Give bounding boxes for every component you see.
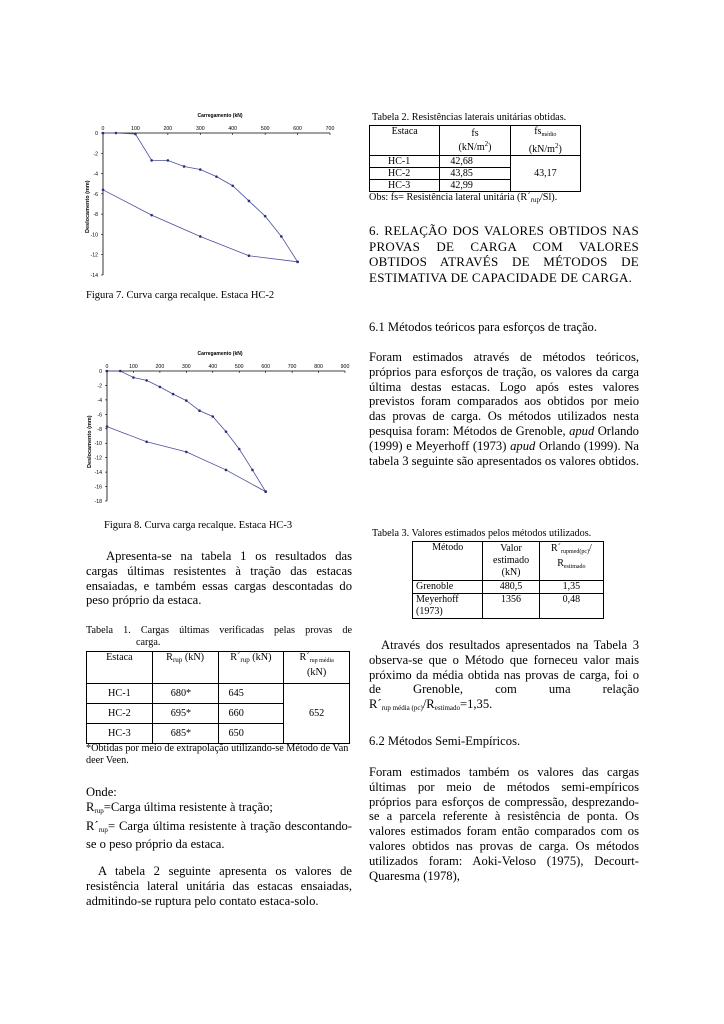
x-tick-label: 100 [131,126,140,132]
x-tick-label: 300 [195,126,205,132]
table3-cell: 0,48 [539,594,603,619]
data-point [264,490,267,493]
y-tick-label: -18 [94,499,102,505]
x-tick-label: 400 [208,364,218,370]
y-tick-label: -4 [97,397,102,404]
data-point [183,165,186,168]
table-row [87,684,350,704]
fig7-y-axis-label: Deslocamento (mm) [85,180,91,233]
y-tick-label: -2 [97,383,102,390]
y-tick-label: 0 [95,131,98,137]
section-6-1-heading: 6.1 Métodos teóricos para esforços de tração. [369,320,598,334]
data-point [238,448,241,451]
data-point [185,399,188,402]
data-point [264,215,267,218]
x-tick-label: 800 [314,364,323,370]
data-point [225,430,228,433]
y-tick-label: -8 [97,426,102,433]
table1-cell: 695* [152,704,218,724]
table1-header-row [87,652,350,684]
y-tick-label: -2 [93,151,98,158]
table3-cell: 1356 [483,594,539,619]
paragraph-6-2: Foram estimados também os valores das cargas últimas por meio de métodos semi-empíricos próprios para esforços de compressão, desprezando-se a parcela referente à resistência de ponta. Os valores estimados foram então comparados com os valores obtidos nas provas de carga. Os métodos utilizados foram: Aoki-Veloso (1975), Decourt-Quaresma (1978), [369,765,639,883]
series-line-2 [103,190,298,262]
data-point [225,469,228,472]
table2-header-fs: fs $(kN/m^2)$ [440,126,510,156]
table3-header-valor: Valor estimado (kN) [483,542,539,581]
table1-caption [86,625,352,649]
x-tick-label: 0 [105,364,109,370]
fig8-y-axis-label: Deslocamento (mm) [87,415,93,468]
x-tick-label: 700 [325,126,335,132]
table3-header-row [413,542,604,581]
table2-cell: 42,99 [440,180,510,192]
data-point [248,200,251,203]
data-point [251,469,254,472]
table2-cell: 43,85 [440,168,510,180]
table1-note: *Obtidas por meio de extrapolação utilizando-se Método de Van deer Veen. [86,743,349,766]
data-point [115,132,118,135]
onde-label: Onde: [86,785,117,799]
table1-merged-cell: 652 [284,684,350,744]
data-point [198,409,201,412]
x-tick-label: 200 [155,364,165,370]
paragraph-table3-discussion: Através dos resultados apresentados na Tabela 3 observa-se que o Método que forneceu valor mais próximo da média obtida nas provas de carga, foi o de Grenoble, com uma relação $R´_{rup média (pc)}/R_{estimado}=1,35$. [369,638,639,713]
table1-caption-line1: Tabela 1. Cargas últimas verificadas pelas provas de [86,625,352,636]
data-point [102,132,105,135]
table2-header-fs-medio: $fs_{médio}$ $(kN/m^2)$ [510,126,580,156]
section-6-2-heading: 6.2 Métodos Semi-Empíricos. [369,734,521,748]
fig8-caption: Figura 8. Curva carga recalque. Estaca HC-3 [104,520,293,531]
table1-cell: HC-2 [87,704,153,724]
x-tick-label: 500 [234,364,244,370]
data-point [150,159,153,162]
table2-caption: Tabela 2. Resistências laterais unitárias obtidas. [372,112,567,123]
table1-cell: 650 [218,724,284,744]
definition-rrup: $R_{rup}=Carga$ última resistente à tração; [86,799,273,815]
series-line-1 [107,371,266,492]
table1-cell: 680* [152,684,218,704]
y-tick-label: 0 [99,369,102,375]
table2-header-row [370,126,581,156]
fig7-chart-title: Carregamento (kN) [197,113,243,119]
data-point [106,425,109,428]
fig7-line-chart [88,125,348,285]
table1-cell: 645 [218,684,284,704]
data-point [215,175,218,178]
data-point [231,184,234,187]
paragraph-6-1: Foram estimados através de métodos teóricos, próprios para esforços de tração, os valores da carga última destas estacas. Logo após estes valores previstos foram comparados aos obtidos por meio das provas de carga. Os métodos utilizados nesta pesquisa foram: Métodos de Grenoble, apud Orlando (1999) e Meyerhoff (1973) apud Orlando (1999). Na tabela 3 seguinte são apresentados os valores obtidos. [369,350,639,468]
table3 [412,541,604,619]
table-row [413,594,604,619]
x-tick-label: 100 [129,364,138,370]
data-point [199,235,202,238]
y-tick-label: -6 [93,191,98,198]
table2-merged-cell: 43,17 [510,156,580,192]
y-tick-label: -16 [94,484,102,491]
fig8-chart-title: Carregamento (kN) [197,351,243,357]
table1-cell: 685* [152,724,218,744]
table3-caption: Tabela 3. Valores estimados pelos métodos utilizados. [372,528,592,539]
data-point [185,451,188,454]
table1-header-rrup-prime: $R´_{rup}$ (kN) [218,652,284,684]
data-point [106,370,109,373]
table2 [369,125,581,192]
y-tick-label: -12 [94,455,102,462]
table-row [413,581,604,594]
table1-cell: HC-1 [87,684,153,704]
paragraph-table1-intro: Apresenta-se na tabela 1 os resultados das cargas últimas resistentes à tração das estacas ensaiadas, e também essas cargas descontadas do peso próprio da estaca. [86,549,352,608]
fig7-caption: Figura 7. Curva carga recalque. Estaca HC-2 [86,290,275,301]
x-tick-label: 400 [228,126,238,132]
x-tick-label: 600 [293,126,302,132]
table2-cell: 42,68 [440,156,510,168]
data-point [296,261,299,264]
table3-header-metodo: Método [413,542,483,581]
definitions-block [86,785,352,852]
data-point [211,415,214,418]
table3-cell: Grenoble [413,581,483,594]
table2-note: Obs: fs= Resistência lateral unitária $(R´_{rup}/Sl)$. [369,192,558,204]
data-point [172,393,175,396]
table3-cell: 1,35 [539,581,603,594]
data-point [145,379,148,382]
y-tick-label: -6 [97,412,102,419]
paragraph-table2-intro: A tabela 2 seguinte apresenta os valores de resistência lateral unitária das estacas ensaiadas, admitindo-se ruptura pelo contato estaca-solo. [86,864,352,908]
x-tick-label: 500 [260,126,270,132]
x-tick-label: 300 [182,364,191,370]
table2-cell: HC-1 [370,156,440,168]
data-point [159,386,162,389]
data-point [167,159,170,162]
table-row [370,156,581,168]
table1-caption-line2: carga. [136,637,161,648]
data-point [280,235,283,238]
series-line-1 [103,133,298,262]
y-tick-label: -10 [94,441,102,448]
data-point [132,376,135,379]
table1-cell: 660 [218,704,284,724]
section-6-heading: 6. RELAÇÃO DOS VALORES OBTIDOS NAS PROVAS DE CARGA COM VALORES OBTIDOS ATRAVÉS DE MÉTODOS DE ESTIMATIVA DE CAPACIDADE DE CARGA. [369,223,639,285]
data-point [248,254,251,257]
table1-header-rrup-media: $R´_{rup média}$ (kN) [284,652,350,684]
series-line-2 [107,427,266,492]
x-tick-label: 200 [163,126,173,132]
y-tick-label: -14 [90,273,98,279]
table1-header-rrup: $R_{rup}$ (kN) [152,652,218,684]
table3-cell: 480,5 [483,581,539,594]
table1-cell: HC-3 [87,724,153,744]
y-tick-label: -4 [93,171,98,178]
data-point [134,133,137,136]
data-point [150,214,153,217]
data-point [102,189,105,192]
data-point [199,168,202,171]
data-point [145,440,148,443]
x-tick-label: 0 [101,126,105,132]
table2-cell: HC-2 [370,168,440,180]
y-tick-label: -12 [90,252,98,259]
y-tick-label: -10 [90,232,98,239]
y-tick-label: -8 [93,212,98,219]
x-tick-label: 900 [340,364,350,370]
x-tick-label: 700 [287,364,297,370]
y-tick-label: -14 [94,470,102,477]
table1 [86,651,350,744]
definition-rrup-prime: $R´_{rup}=$ Carga última resistente à tração descontando-se o peso próprio da estaca. [86,818,352,852]
table2-cell: HC-3 [370,180,440,192]
fig8-line-chart [92,363,354,518]
table3-header-relacao: $R´_{rupmed(pc)}/$ $R_{estimado}$ [539,542,603,581]
table1-header-estaca: Estaca [87,652,153,684]
table3-cell: Meyerhoff (1973) [413,594,483,619]
x-tick-label: 600 [261,364,270,370]
table2-header-estaca: Estaca [370,126,440,156]
data-point [119,370,122,373]
